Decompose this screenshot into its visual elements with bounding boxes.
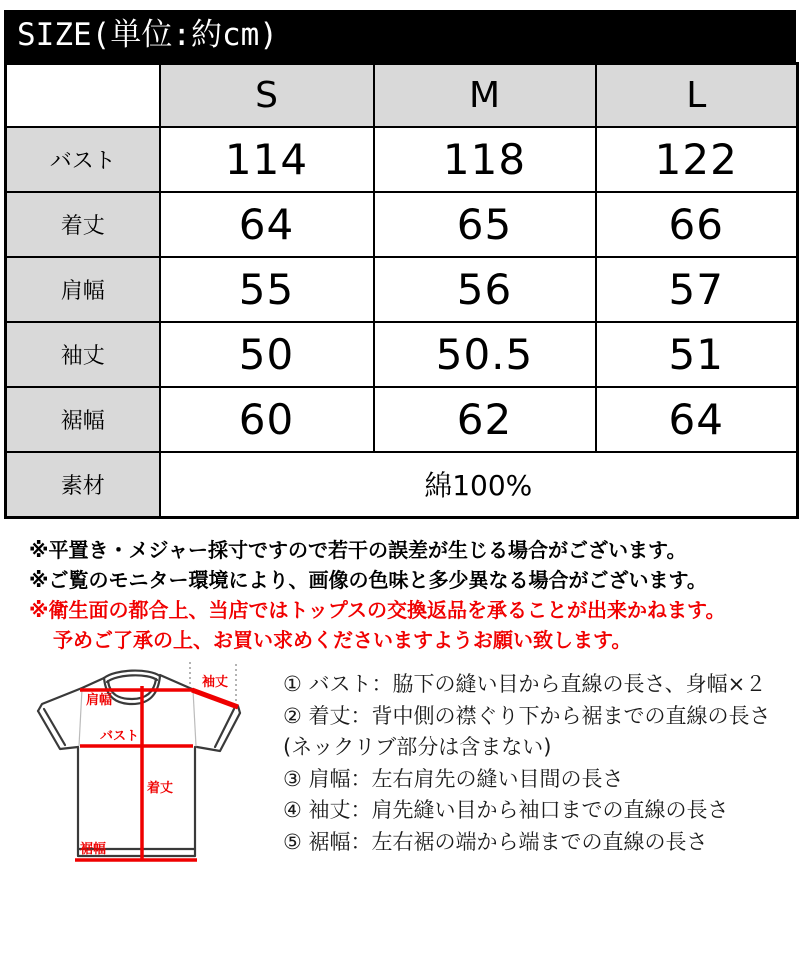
legend-item-sleeve: ④ 袖丈：肩先縫い目から袖口までの直線の長さ [283, 798, 729, 822]
page-title: SIZE(単位:約cm) [4, 10, 796, 62]
row-label-material: 素材 [6, 452, 160, 518]
tshirt-measurement-diagram [20, 656, 265, 874]
note-no-return: ※衛生面の都合上、当店ではトップスの交換返品を承ることが出来かねます。 [29, 598, 726, 622]
row-label-length: 着丈 [6, 192, 160, 257]
table-row [6, 127, 798, 192]
size-table [4, 62, 799, 519]
table-row-material [6, 452, 798, 518]
cell-hem-l: 64 [596, 387, 798, 452]
row-label-bust: バスト [6, 127, 160, 192]
cell-length-l: 66 [596, 192, 798, 257]
cell-bust-l: 122 [596, 127, 798, 192]
measurement-legend [283, 669, 771, 858]
cell-length-s: 64 [160, 192, 374, 257]
cell-sleeve-s: 50 [160, 322, 374, 387]
corner-cell [6, 64, 160, 127]
note-measurement: ※平置き・メジャー採寸ですので若干の誤差が生じる場合がございます。 [29, 538, 687, 562]
cell-sleeve-m: 50.5 [374, 322, 596, 387]
disclaimer-notes [29, 535, 725, 655]
table-row [6, 387, 798, 452]
diagram-label-shoulder: 肩幅 [86, 693, 113, 708]
table-header-row [6, 64, 798, 127]
cell-hem-m: 62 [374, 387, 596, 452]
legend-item-shoulder: ③ 肩幅：左右肩先の縫い目間の長さ [283, 766, 624, 791]
cell-shoulder-s: 55 [160, 257, 374, 322]
legend-item-hem: ⑤ 裾幅：左右裾の端から端までの直線の長さ [283, 829, 708, 854]
column-header-s: S [160, 64, 374, 127]
row-label-sleeve: 袖丈 [6, 322, 160, 387]
cell-hem-s: 60 [160, 387, 374, 452]
row-label-hem: 裾幅 [6, 387, 160, 452]
cell-shoulder-m: 56 [374, 257, 596, 322]
cell-length-m: 65 [374, 192, 596, 257]
cell-sleeve-l: 51 [596, 322, 798, 387]
legend-item-length: ② 着丈：背中側の襟ぐり下から裾までの直線の長さ [283, 703, 771, 728]
cell-bust-m: 118 [374, 127, 596, 192]
diagram-label-length: 着丈 [147, 781, 174, 796]
measurement-lines [75, 686, 238, 860]
legend-item-bust: ① バスト：脇下の縫い目から直線の長さ、身幅×２ [283, 672, 767, 696]
column-header-m: M [374, 64, 596, 127]
row-label-shoulder: 肩幅 [6, 257, 160, 322]
legend-item-length-note: (ネックリブ部分は含まない) [283, 735, 552, 759]
sleeve-line [192, 690, 238, 707]
diagram-label-sleeve: 袖丈 [202, 675, 229, 690]
diagram-label-bust: バスト [100, 729, 140, 744]
diagram-label-hem: 裾幅 [80, 842, 107, 857]
cell-bust-s: 114 [160, 127, 374, 192]
column-header-l: L [596, 64, 798, 127]
cell-material-value: 綿100% [160, 452, 798, 518]
note-monitor: ※ご覧のモニター環境により、画像の色味と多少異なる場合がございます。 [29, 568, 707, 592]
table-row [6, 322, 798, 387]
cell-shoulder-l: 57 [596, 257, 798, 322]
table-row [6, 192, 798, 257]
table-row [6, 257, 798, 322]
note-please-understand: 予めご了承の上、お買い求めくださいますようお願い致します。 [53, 628, 632, 652]
